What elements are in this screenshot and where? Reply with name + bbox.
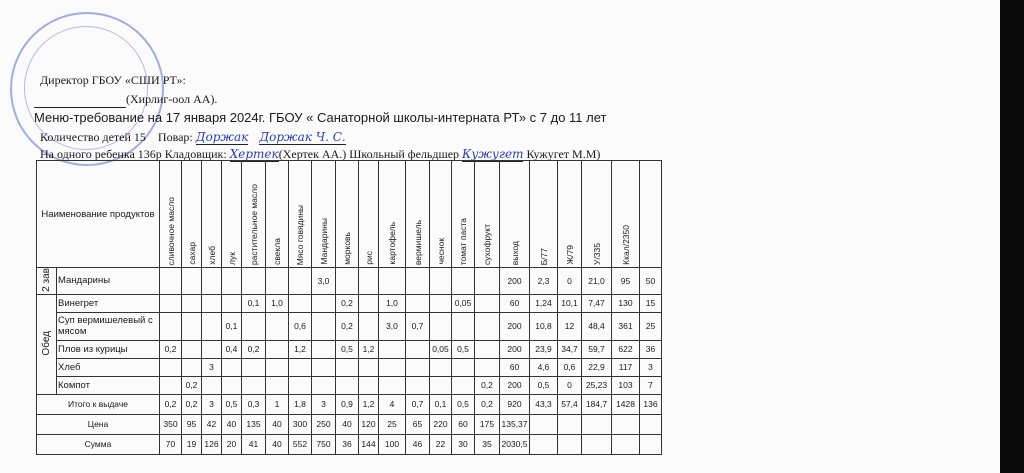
table-cell [182,340,202,358]
table-cell: 2,3 [530,268,558,295]
table-cell [530,414,558,434]
table-cell: 0,5 [530,376,558,394]
dish-name: Суп вермишелевый с мясом [57,312,160,340]
table-cell [430,294,452,312]
table-cell [475,340,500,358]
table-cell [336,376,359,394]
table-cell: 23,9 [530,340,558,358]
table-cell: 0,5 [336,340,359,358]
table-cell: 3 [202,358,222,376]
products-header: Наименование продуктов [37,161,160,268]
table-cell: 0,6 [558,358,582,376]
table-cell: 100 [379,434,406,454]
table-cell: 1,0 [379,294,406,312]
table-cell: 59,7 [582,340,612,358]
table-cell: 25,23 [582,376,612,394]
total-label: Итого к выдаче [37,394,160,414]
table-cell: 22,9 [582,358,612,376]
table-row [37,294,662,312]
dish-name: Хлеб [57,358,160,376]
sum-label: Сумма [37,434,160,454]
table-cell: 42 [202,414,222,434]
table-cell: 200 [500,376,530,394]
table-cell: 0 [558,268,582,295]
table-cell: 41 [242,434,266,454]
table-cell [336,358,359,376]
table-cell: 120 [359,414,379,434]
table-cell: 57,4 [558,394,582,414]
table-cell [202,294,222,312]
table-cell: 0,2 [242,340,266,358]
table-cell [312,358,336,376]
table-cell: 0,6 [289,312,312,340]
table-cell [359,358,379,376]
table-cell: 1 [266,394,289,414]
table-cell: 135,37 [500,414,530,434]
col-header: чеснок [435,238,446,265]
table-cell [336,268,359,295]
director-name: (Хирлиг-оол АА). [126,92,218,106]
table-cell: 7,47 [582,294,612,312]
table-cell: 40 [222,414,242,434]
table-cell [160,268,182,295]
col-header: Мандарины [318,218,329,265]
meal-label-lunch [37,294,57,394]
table-cell: 117 [612,358,640,376]
table-row [37,312,662,340]
table-cell: 300 [289,414,312,434]
table-cell [475,312,500,340]
table-cell [289,294,312,312]
col-header: Ж/79 [564,245,575,265]
table-cell [640,434,662,454]
table-cell [182,358,202,376]
document-title: Меню-требование на 17 января 2024г. ГБОУ « Санаторной школы-интерната РТ» с 7 до 11 лет [34,110,607,125]
table-cell: 36 [336,434,359,454]
table-cell [222,358,242,376]
table-cell: 0,05 [430,340,452,358]
table-cell [160,376,182,394]
table-cell [160,358,182,376]
table-cell: 1,0 [266,294,289,312]
table-cell [312,294,336,312]
table-cell [475,294,500,312]
dish-name: Плов из курицы [57,340,160,358]
table-cell [406,376,430,394]
table-cell: 144 [359,434,379,454]
cook-name: Доржак Ч. С. [259,130,346,144]
table-cell [266,376,289,394]
table-cell [266,340,289,358]
table-cell [379,376,406,394]
table-cell: 50 [640,268,662,295]
table-cell [379,358,406,376]
table-cell: 40 [266,434,289,454]
table-cell: 135 [242,414,266,434]
table-cell [430,358,452,376]
table-cell: 175 [475,414,500,434]
table-cell: 1,2 [359,394,379,414]
children-count: Количество детей 15 [40,130,146,144]
table-cell [266,358,289,376]
col-header: растительное масло [248,183,259,265]
scan-edge [1000,0,1024,473]
table-cell: 95 [182,414,202,434]
table-cell [406,358,430,376]
col-header: лук [226,252,237,265]
table-cell: 1,8 [289,394,312,414]
table-cell: 0,2 [475,394,500,414]
table-cell: 60 [452,414,475,434]
table-cell: 0,2 [160,394,182,414]
table-cell [430,376,452,394]
price-label: Цена [37,414,160,434]
table-cell [202,376,222,394]
table-cell: 136 [640,394,662,414]
table-cell: 40 [266,414,289,434]
table-cell: 35 [475,434,500,454]
table-cell [242,312,266,340]
table-cell: 622 [612,340,640,358]
table-cell [359,312,379,340]
dish-name: Винегрет [57,294,160,312]
table-cell: 0,5 [452,394,475,414]
table-cell [312,376,336,394]
menu-requisition-table [36,160,662,455]
table-cell [266,312,289,340]
storekeeper-signature: Хертек [229,147,279,161]
table-cell [640,414,662,434]
col-header: Ккал/2350 [620,225,631,265]
table-cell [202,268,222,295]
table-cell: 0,7 [406,312,430,340]
table-cell: 40 [336,414,359,434]
director-signature-line [34,92,217,108]
table-cell [452,376,475,394]
table-cell: 10,1 [558,294,582,312]
table-cell: 34,7 [558,340,582,358]
col-header: Мясо говядины [295,204,305,265]
table-cell: 48,4 [582,312,612,340]
table-cell: 552 [289,434,312,454]
table-cell [452,358,475,376]
table-cell: 25 [379,414,406,434]
table-header-row [37,161,662,268]
table-cell [182,312,202,340]
medic-label: Школьный фельдшер [349,147,460,161]
table-cell: 21,0 [582,268,612,295]
table-cell: 70 [160,434,182,454]
col-header: сухофрукт [482,224,492,265]
table-cell [289,268,312,295]
table-cell: 10,8 [530,312,558,340]
table-cell [530,434,558,454]
table-cell [312,340,336,358]
table-row [37,340,662,358]
col-header: хлеб [206,246,217,265]
table-cell [582,414,612,434]
table-cell [558,414,582,434]
table-cell: 3 [312,394,336,414]
col-header: картофель [387,222,397,265]
table-cell: 0,2 [336,312,359,340]
col-header: сахар [186,242,197,265]
col-header: сливочное масло [165,196,176,265]
dish-name: Мандарины [57,268,160,295]
table-row [37,376,662,394]
table-cell [266,268,289,295]
col-header: У/335 [591,243,602,265]
table-cell: 0,05 [452,294,475,312]
table-cell: 95 [612,268,640,295]
table-cell: 2030,5 [500,434,530,454]
table-cell [312,312,336,340]
medic-signature: Кужугет [462,147,524,161]
table-cell: 0,5 [222,394,242,414]
table-cell [475,268,500,295]
table-cell: 0,1 [430,394,452,414]
table-cell [582,434,612,454]
table-cell [160,294,182,312]
col-header: рис [363,251,374,265]
table-cell: 0,5 [452,340,475,358]
table-cell [406,340,430,358]
medic-name: Кужугет М.М) [526,147,601,161]
table-cell [452,268,475,295]
table-cell: 22 [430,434,452,454]
table-cell: 3 [640,358,662,376]
meal-label-text: Обед [41,331,52,356]
col-header: томат паста [458,217,468,265]
table-cell [612,414,640,434]
table-cell [242,268,266,295]
table-cell: 220 [430,414,452,434]
table-cell: 103 [612,376,640,394]
table-cell: 0,2 [336,294,359,312]
table-cell [612,434,640,454]
col-header: морковь [342,232,352,265]
total-row [37,394,662,414]
table-cell: 250 [312,414,336,434]
table-cell [242,376,266,394]
table-cell: 7 [640,376,662,394]
table-cell: 361 [612,312,640,340]
table-cell: 60 [500,294,530,312]
col-header: свекла [272,238,282,265]
table-cell: 130 [612,294,640,312]
table-cell [160,312,182,340]
table-cell [430,312,452,340]
table-cell [359,268,379,295]
table-cell: 920 [500,394,530,414]
table-cell: 1,2 [289,340,312,358]
table-cell [242,358,266,376]
table-cell [452,312,475,340]
table-cell [222,268,242,295]
children-line [40,130,346,145]
table-cell [202,312,222,340]
col-header: Б/77 [538,247,549,265]
table-cell: 4,6 [530,358,558,376]
table-cell [359,294,379,312]
table-cell: 0 [558,376,582,394]
table-cell: 46 [406,434,430,454]
table-cell: 19 [182,434,202,454]
director-line [40,73,186,88]
col-header: выход [509,240,520,265]
table-cell [202,340,222,358]
table-cell [182,268,202,295]
col-header: вермишель [412,219,423,265]
table-cell: 0,2 [475,376,500,394]
table-cell: 0,7 [406,394,430,414]
table-cell [406,294,430,312]
per-child-cost: На одного ребенка 136р [40,147,162,161]
meal-label-snack [37,268,57,295]
table-cell: 1428 [612,394,640,414]
dish-name: Компот [57,376,160,394]
director-signature-blank [34,92,126,108]
sum-row [37,434,662,454]
table-cell [222,294,242,312]
table-cell: 60 [500,358,530,376]
table-cell: 43,3 [530,394,558,414]
table-cell: 3,0 [312,268,336,295]
director-label: Директор ГБОУ «СШИ РТ»: [40,73,186,87]
table-cell: 0,9 [336,394,359,414]
storekeeper-name: (Хертек АА.) [278,147,347,161]
meal-label-text: 2 зав [41,268,52,292]
table-cell [222,376,242,394]
table-cell: 750 [312,434,336,454]
table-cell: 350 [160,414,182,434]
table-cell: 0,3 [242,394,266,414]
table-cell: 25 [640,312,662,340]
table-cell [558,434,582,454]
table-cell: 1,24 [530,294,558,312]
table-cell: 0,1 [222,312,242,340]
table-cell: 1,2 [359,340,379,358]
table-cell: 0,2 [182,376,202,394]
table-row [37,358,662,376]
table-cell: 4 [379,394,406,414]
table-cell: 184,7 [582,394,612,414]
table-cell [289,376,312,394]
table-cell [359,376,379,394]
table-cell: 126 [202,434,222,454]
table-cell: 0,1 [242,294,266,312]
table-cell [379,340,406,358]
table-cell: 15 [640,294,662,312]
table-cell: 12 [558,312,582,340]
table-cell [475,358,500,376]
table-cell [182,294,202,312]
table-cell: 36 [640,340,662,358]
table-cell: 3,0 [379,312,406,340]
table-cell: 20 [222,434,242,454]
cook-label: Повар: [157,130,193,144]
table-cell: 0,2 [160,340,182,358]
price-row [37,414,662,434]
table-cell [379,268,406,295]
table-cell: 0,2 [182,394,202,414]
table-cell [406,268,430,295]
cook-signature: Доржак [195,130,249,144]
table-cell [430,268,452,295]
table-row [37,268,662,295]
table-cell: 200 [500,268,530,295]
table-cell: 65 [406,414,430,434]
storekeeper-label: Кладовщик: [164,147,227,161]
table-cell: 30 [452,434,475,454]
table-cell: 200 [500,340,530,358]
table-cell: 3 [202,394,222,414]
table-cell: 200 [500,312,530,340]
table-cell: 0,4 [222,340,242,358]
table-cell [289,358,312,376]
